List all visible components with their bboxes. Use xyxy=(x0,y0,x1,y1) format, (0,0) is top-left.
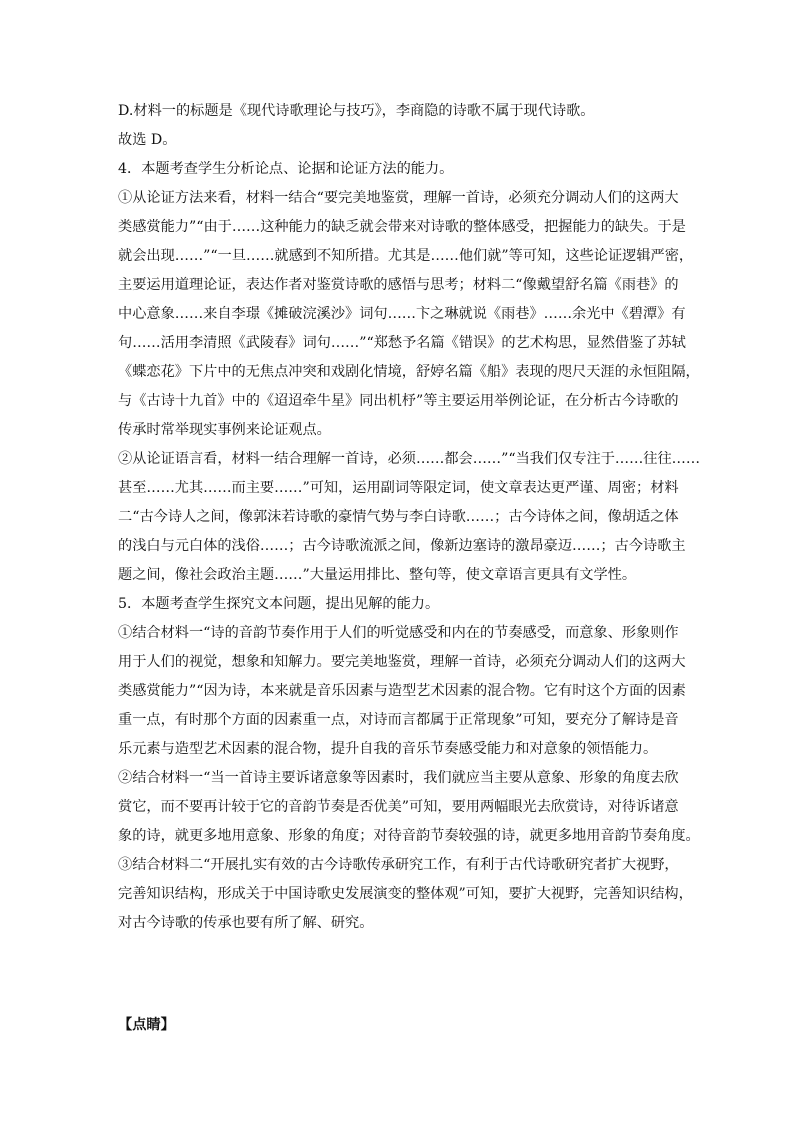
text-line: ②从论证语言看，材料一结合理解一首诗，必须……都会……”“当我们仅专注于……往往…… xyxy=(118,451,701,467)
text-line: 类感赏能力”“由于……这种能力的缺乏就会带来对诗歌的整体感受，把握能力的缺失。于是 xyxy=(118,219,686,235)
text-line: 题之间，像社会政治主题……”大量运用排比、整句等，使文章语言更具有文学性。 xyxy=(118,567,637,583)
text-line: ①从论证方法来看，材料一结合“要完美地鉴赏，理解一首诗，必须充分调动人们的这两大 xyxy=(118,190,679,206)
text-line: 4．本题考查学生分析论点、论据和论证方法的能力。 xyxy=(118,161,454,177)
text-line: ②结合材料一“当一首诗主要诉诸意象等因素时，我们就应当主要从意象、形象的角度去欣 xyxy=(118,770,679,786)
text-line: 对古今诗歌的传承也要有所了解、研究。 xyxy=(118,915,374,931)
text-line: D.材料一的标题是《现代诗歌理论与技巧》，李商隐的诗歌不属于现代诗歌。 xyxy=(118,103,595,119)
text-line: ①结合材料一“诗的音韵节奏作用于人们的听觉感受和内在的节奏感受，而意象、形象则作 xyxy=(118,625,679,641)
footer-heading-wrap xyxy=(118,1011,684,1040)
text-line: 甚至……尤其……而主要……”可知，运用副词等限定词，使文章表达更严谨、周密；材料 xyxy=(118,480,679,496)
text-line: 类感赏能力”“因为诗，本来就是音乐因素与造型艺术因素的混合物。它有时这个方面的因素 xyxy=(118,683,686,699)
text-line: 的浅白与元白体的浅俗……；古今诗歌流派之间，像新边塞诗的激昂豪迈……；古今诗歌主 xyxy=(118,538,686,554)
text-line: 传承时常举现实事例来论证观点。 xyxy=(118,422,331,438)
text-line: 《蝶恋花》下片中的无焦点冲突和戏剧化情境，舒婷名篇《船》表现的咫尺天涯的永恒阻隔， xyxy=(118,364,700,380)
text-line: 5．本题考查学生探究文本问题，提出见解的能力。 xyxy=(118,596,440,612)
text-line: 重一点，有时那个方面的因素重一点，对诗而言都属于正常现象”可知，要充分了解诗是音 xyxy=(118,712,679,728)
text-line: 中心意象……来自李璟《摊破浣溪沙》词句……卞之琳就说《雨巷》……余光中《碧潭》有 xyxy=(118,306,686,322)
text-line: 赏它，而不要再计较于它的音韵节奏是否优美”可知，要用两幅眼光去欣赏诗，对待诉诸意 xyxy=(118,799,679,815)
text-line: 乐元素与造型艺术因素的混合物，提升自我的音乐节奏感受能力和对意象的领悟能力。 xyxy=(118,741,658,757)
text-line: 二“古今诗人之间，像郭沫若诗歌的豪情气势与李白诗歌……；古今诗体之间，像胡适之体 xyxy=(118,509,679,525)
text-line: 主要运用道理论证，表达作者对鉴赏诗歌的感悟与思考；材料二“像戴望舒名篇《雨巷》的 xyxy=(118,277,679,293)
text-line: ③结合材料二“开展扎实有效的古今诗歌传承研究工作，有利于古代诗歌研究者扩大视野， xyxy=(118,857,679,873)
text-line: 用于人们的视觉，想象和知解力。要完美地鉴赏，理解一首诗，必须充分调动人们的这两大 xyxy=(118,654,686,670)
footer-heading: 【点睛】 xyxy=(118,1017,175,1033)
text-line: 象的诗，就更多地用意象、形象的角度；对待音韵节奏较强的诗，就更多地用音韵节奏角度。 xyxy=(118,828,700,844)
text-line: 句……活用李清照《武陵春》词句……”“郑愁予名篇《错误》的艺术构思，显然借鉴了苏轼 xyxy=(118,335,686,351)
document-body xyxy=(118,97,701,938)
text-line: 就会出现……”“一旦……就感到不知所措。尤其是……他们就”等可知，这些论证逻辑严密， xyxy=(118,248,694,264)
text-line: 与《古诗十九首》中的《迢迢牵牛星》同出机杼”等主要运用举例论证，在分析古今诗歌的 xyxy=(118,393,679,409)
text-line: 完善知识结构，形成关于中国诗歌史发展演变的整体观”可知，要扩大视野，完善知识结构， xyxy=(118,886,693,902)
text-line: 故选 D。 xyxy=(118,132,177,148)
